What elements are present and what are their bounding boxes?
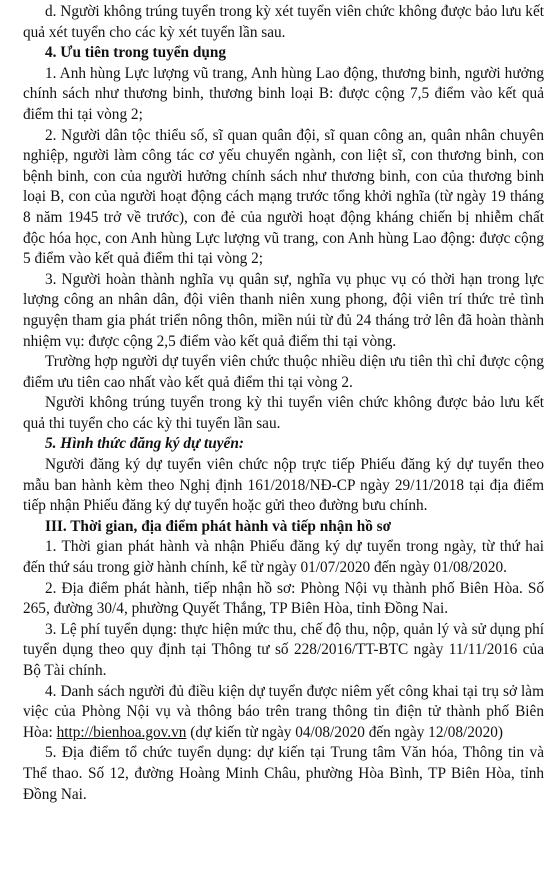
paragraph-iii-3: 3. Lệ phí tuyển dụng: thực hiện mức thu, chế độ thu, nộp, quản lý và sử dụng phí tuyển dụng theo quy định tại Thông tư số 228/2016/TT-BTC ngày 11/11/2016 của Bộ Tài chính.: [23, 620, 544, 679]
paragraph-priority-1: 1. Anh hùng Lực lượng vũ trang, Anh hùng Lao động, thương binh, người hưởng chính sách như thương binh, thương binh loại B: được cộng 7,5 điểm vào kết quả điểm thi tại vòng 2;: [23, 64, 544, 123]
website-link[interactable]: http://bienhoa.gov.vn: [56, 723, 187, 741]
paragraph-registration: Người đăng ký dự tuyển viên chức nộp trực tiếp Phiếu đăng ký dự tuyển theo mẫu ban hành kèm theo Nghị định 161/2018/NĐ-CP ngày 29/11/2018 tại địa điểm tiếp nhận Phiếu đăng ký dự tuyển hoặc gửi theo đường bưu chính.: [23, 456, 544, 515]
paragraph-iii-2: 2. Địa điểm phát hành, tiếp nhận hồ sơ: Phòng Nội vụ thành phố Biên Hòa. Số 265, đường 30/4, phường Quyết Thắng, TP Biên Hòa, tỉnh Đồng Nai.: [23, 579, 544, 618]
paragraph-no-reserve: Người không trúng tuyển trong kỳ thi tuyển viên chức không được bảo lưu kết quả thi tuyển cho các kỳ thi tuyển lần sau.: [23, 394, 544, 432]
paragraph-priority-3: 3. Người hoàn thành nghĩa vụ quân sự, nghĩa vụ phục vụ có thời hạn trong lực lượng công an nhân dân, đội viên thanh niên xung phong, đội viên trí thức trẻ tình nguyện tham gia phát triển nông thôn, miền núi từ đủ 24 tháng trở lên đã hoàn thành nhiệm vụ: được cộng 2,5 điểm vào kết quả điểm thi tại vòng.: [23, 270, 544, 350]
paragraph-iii-4-text: 4. Danh sách người đủ điều kiện dự tuyển được niêm yết công khai tại trụ sở làm việc của Phòng Nội vụ và thông báo trên trang thông tin điện tử thành phố Biên Hòa:: [23, 682, 544, 741]
paragraph-multiple-priority: Trường hợp người dự tuyển viên chức thuộc nhiều diện ưu tiên thì chỉ được cộng điểm ưu tiên cao nhất vào kết quả điểm thi tại vòng 2.: [23, 353, 544, 391]
heading-registration-form: 5. Hình thức đăng ký dự tuyển:: [45, 435, 244, 453]
paragraph-iii-4-after: (dự kiến từ ngày 04/08/2020 đến ngày 12/08/2020): [186, 723, 503, 741]
paragraph-iii-4: [23, 682, 544, 744]
heading-priority: 4. Ưu tiên trong tuyển dụng: [45, 44, 227, 62]
paragraph-priority-2: 2. Người dân tộc thiểu số, sĩ quan quân đội, sĩ quan công an, quân nhân chuyên nghiệp, người làm công tác cơ yếu chuyển ngành, con liệt sĩ, con thương binh, con bệnh binh, con của người hưởng chính sách như thương binh, con của thương binh loại B, con của người hoạt động cách mạng trước tổng khởi nghĩa (từ ngày 19 tháng 8 năm 1945 trở về trước), con đẻ của người hoạt động kháng chiến bị nhiễm chất độc hóa học, con Anh hùng Lực lượng vũ trang, con Anh hùng Lao động: được cộng 5 điểm vào kết quả điểm thi tại vòng 2;: [23, 126, 544, 268]
paragraph-iii-1: 1. Thời gian phát hành và nhận Phiếu đăng ký dự tuyển trong ngày, từ thứ hai đến thứ sáu trong giờ hành chính, kể từ ngày 01/07/2020 đến ngày 01/08/2020.: [23, 538, 544, 577]
paragraph-4d: d. Người không trúng tuyển trong kỳ xét tuyển viên chức không được bảo lưu kết quả xét tuyển cho các kỳ xét tuyển lần sau.: [23, 3, 544, 41]
heading-section-iii: III. Thời gian, địa điểm phát hành và tiếp nhận hồ sơ: [45, 517, 392, 535]
paragraph-iii-5: 5. Địa điểm tổ chức tuyển dụng: dự kiến tại Trung tâm Văn hóa, Thông tin và Thể thao. Số 12, đường Hoàng Minh Châu, phường Hòa Bình, TP Biên Hòa, tỉnh Đồng Nai.: [23, 744, 544, 803]
